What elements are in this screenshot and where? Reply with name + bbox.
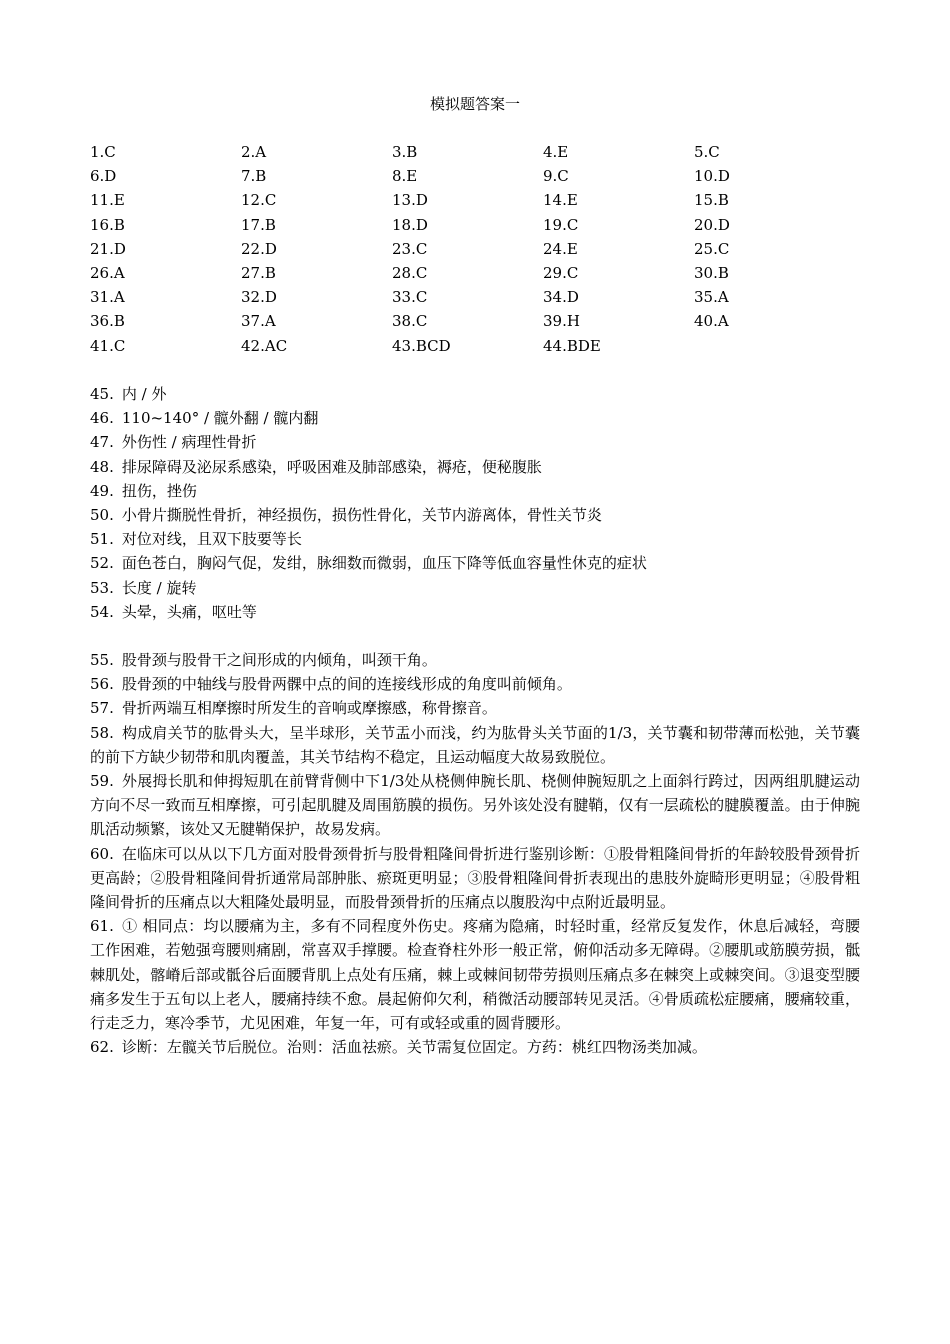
answer-cell: 22.D bbox=[241, 239, 277, 258]
item-number: 61. bbox=[90, 917, 114, 936]
item-text: 对位对线，且双下肢要等长 bbox=[121, 530, 302, 549]
item-text: 排尿障碍及泌尿系感染，呼吸困难及肺部感染，褥疮，便秘腹胀 bbox=[121, 457, 542, 476]
answer-cell: 35.A bbox=[694, 288, 729, 307]
answer-cell: 18.D bbox=[392, 215, 428, 234]
answer-cell: 31.A bbox=[90, 288, 125, 307]
answer-cell: 40.A bbox=[694, 312, 729, 331]
answer-item bbox=[90, 479, 860, 503]
answer-item bbox=[90, 1035, 860, 1059]
answer-cell: 13.D bbox=[392, 191, 428, 210]
answer-cell: 32.D bbox=[241, 288, 277, 307]
answer-item bbox=[90, 406, 860, 430]
item-text: ① 相同点：均以腰痛为主，多有不同程度外伤史。疼痛为隐痛，时轻时重，经常反复发作，休息后减轻，弯腰工作困难，若勉强弯腰则痛剧，常喜双手撑腰。检查脊柱外形一般正常，俯仰活动多无障碍。②腰肌或筋膜劳损，骶棘肌处，髂嵴后部或骶谷后面腰背肌上点处有压痛，棘上或棘间韧带劳损则压痛点多在棘突上或棘突间。③退变型腰痛多发生于五旬以上老人，腰痛持续不愈。晨起俯仰欠利，稍微活动腰部转见灵活。④骨质疏松症腰痛，腰痛较重，行走乏力，寒冷季节，尤见困难，年复一年，可有或轻或重的圆背腰形。 bbox=[90, 917, 860, 1033]
fill-in-answers bbox=[90, 382, 860, 624]
answer-cell: 6.D bbox=[90, 167, 117, 186]
answer-grid bbox=[90, 140, 850, 358]
item-text: 构成肩关节的肱骨头大，呈半球形，关节盂小而浅，约为肱骨头关节面的1/3，关节囊和韧带薄而松弛，关节囊的前下方缺少韧带和肌肉覆盖，其关节结构不稳定，且运动幅度大故易致脱位。 bbox=[90, 723, 860, 766]
answer-cell: 10.D bbox=[694, 167, 730, 186]
answer-item bbox=[90, 551, 860, 575]
answer-cell: 38.C bbox=[392, 312, 428, 331]
item-number: 62. bbox=[90, 1038, 114, 1057]
answer-cell: 8.E bbox=[392, 167, 418, 186]
answer-cell: 43.BCD bbox=[392, 336, 451, 355]
answer-cell: 14.E bbox=[543, 191, 578, 210]
item-number: 53. bbox=[90, 578, 114, 597]
answer-cell: 26.A bbox=[90, 263, 125, 282]
item-text: 小骨片撕脱性骨折，神经损伤，损伤性骨化，关节内游离体，骨性关节炎 bbox=[121, 506, 602, 525]
item-number: 52. bbox=[90, 554, 114, 573]
answer-cell: 23.C bbox=[392, 239, 428, 258]
answer-cell: 12.C bbox=[241, 191, 277, 210]
answer-cell: 5.C bbox=[694, 143, 720, 161]
item-number: 57. bbox=[90, 699, 114, 718]
answer-cell: 30.B bbox=[694, 263, 729, 282]
answer-item bbox=[90, 721, 860, 769]
item-text: 外伤性 / 病理性骨折 bbox=[121, 433, 257, 452]
item-text: 外展拇长肌和伸拇短肌在前臂背侧中下1/3处从桡侧伸腕长肌、桡侧伸腕短肌之上面斜行跨过，因两组肌腱运动方向不尽一致而互相摩擦，可引起肌腱及周围筋膜的损伤。另外该处没有腱鞘，仅有一层疏松的腱膜覆盖。由于伸腕肌活动频繁，该处又无腱鞘保护，故易发病。 bbox=[90, 772, 860, 839]
answer-cell: 27.B bbox=[241, 263, 276, 282]
answer-cell bbox=[694, 334, 845, 358]
answer-cell: 25.C bbox=[694, 239, 730, 258]
answer-item bbox=[90, 696, 860, 720]
item-text: 110~140° / 髋外翻 / 髋内翻 bbox=[121, 409, 319, 428]
item-number: 49. bbox=[90, 481, 114, 500]
item-text: 内 / 外 bbox=[121, 385, 167, 403]
answer-cell: 33.C bbox=[392, 288, 428, 307]
answer-cell: 16.B bbox=[90, 215, 125, 234]
answer-cell: 3.B bbox=[392, 143, 418, 161]
answer-cell: 15.B bbox=[694, 191, 729, 210]
item-text: 长度 / 旋转 bbox=[121, 578, 197, 597]
answer-item bbox=[90, 455, 860, 479]
answer-cell: 37.A bbox=[241, 312, 276, 331]
item-number: 55. bbox=[90, 651, 114, 669]
answer-item bbox=[90, 600, 860, 624]
item-number: 54. bbox=[90, 602, 114, 621]
item-text: 股骨颈的中轴线与股骨两髁中点的间的连接线形成的角度叫前倾角。 bbox=[121, 675, 572, 694]
answer-cell: 24.E bbox=[543, 239, 578, 258]
answer-item bbox=[90, 672, 860, 696]
answer-cell: 34.D bbox=[543, 288, 579, 307]
item-number: 58. bbox=[90, 723, 114, 742]
essay-answers bbox=[90, 648, 860, 1059]
answer-cell: 44.BDE bbox=[543, 336, 601, 355]
item-text: 股骨颈与股骨干之间形成的内倾角，叫颈干角。 bbox=[121, 651, 437, 669]
answer-item bbox=[90, 382, 860, 406]
item-number: 46. bbox=[90, 409, 114, 428]
item-number: 59. bbox=[90, 772, 114, 791]
item-text: 扭伤，挫伤 bbox=[121, 481, 197, 500]
page-title: 模拟题答案一 bbox=[429, 95, 520, 113]
answer-cell: 4.E bbox=[543, 143, 569, 161]
item-text: 骨折两端互相摩擦时所发生的音响或摩擦感，称骨擦音。 bbox=[121, 699, 497, 718]
answer-cell: 21.D bbox=[90, 239, 126, 258]
answer-cell: 29.C bbox=[543, 263, 579, 282]
answer-cell: 41.C bbox=[90, 336, 126, 355]
item-number: 47. bbox=[90, 433, 114, 452]
answer-cell: 17.B bbox=[241, 215, 276, 234]
answer-cell: 1.C bbox=[90, 143, 116, 161]
item-number: 60. bbox=[90, 844, 114, 863]
item-number: 45. bbox=[90, 385, 114, 403]
answer-cell: 39.H bbox=[543, 312, 580, 331]
answer-cell: 11.E bbox=[90, 191, 125, 210]
item-number: 48. bbox=[90, 457, 114, 476]
item-number: 50. bbox=[90, 506, 114, 525]
answer-cell: 36.B bbox=[90, 312, 125, 331]
answer-item bbox=[90, 430, 860, 454]
answer-item bbox=[90, 914, 860, 1035]
answer-cell: 9.C bbox=[543, 167, 569, 186]
item-number: 56. bbox=[90, 675, 114, 694]
answer-cell: 20.D bbox=[694, 215, 730, 234]
answer-cell: 2.A bbox=[241, 143, 267, 161]
answer-cell: 28.C bbox=[392, 263, 428, 282]
answer-item bbox=[90, 503, 860, 527]
item-text: 面色苍白，胸闷气促，发绀，脉细数而微弱，血压下降等低血容量性休克的症状 bbox=[121, 554, 647, 573]
item-text: 在临床可以从以下几方面对股骨颈骨折与股骨粗隆间骨折进行鉴别诊断：①股骨粗隆间骨折的年龄较股骨颈骨折更高龄；②股骨粗隆间骨折通常局部肿胀、瘀斑更明显；③股骨粗隆间骨折表现出的患肢外旋畸形更明显；④股骨粗隆间骨折的压痛点以大粗隆处最明显，而股骨颈骨折的压痛点以腹股沟中点附近最明显。 bbox=[90, 844, 860, 912]
answer-cell: 7.B bbox=[241, 167, 267, 186]
item-text: 头晕，头痛，呕吐等 bbox=[121, 602, 257, 621]
answer-item bbox=[90, 842, 860, 915]
answer-item bbox=[90, 527, 860, 551]
answer-cell: 19.C bbox=[543, 215, 579, 234]
item-text: 诊断：左髋关节后脱位。治则：活血祛瘀。关节需复位固定。方药：桃红四物汤类加减。 bbox=[121, 1038, 707, 1057]
item-number: 51. bbox=[90, 530, 114, 549]
answer-cell: 42.AC bbox=[241, 336, 288, 355]
answer-item bbox=[90, 648, 860, 672]
answer-item bbox=[90, 769, 860, 842]
answer-item bbox=[90, 576, 860, 600]
